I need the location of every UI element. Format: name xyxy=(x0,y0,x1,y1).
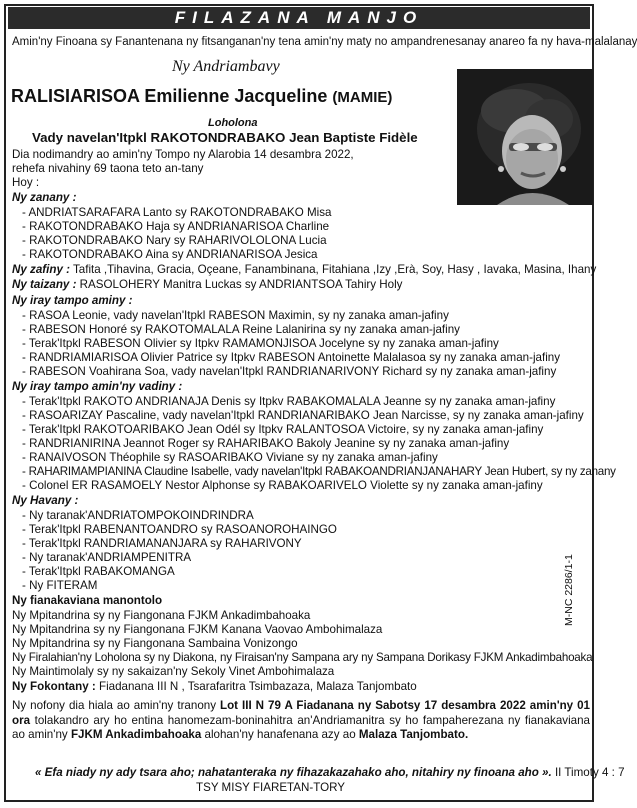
siblings-heading: Ny iray tampo aminy : xyxy=(12,294,133,307)
list-item: - Terak'Itpkl RABENANTOANDRO sy RASOANOROHAINGO xyxy=(22,523,337,536)
verse-reference: II Timoty 4 : 7 xyxy=(551,766,625,779)
reference-code: M-NC 2286/1-1 xyxy=(563,554,575,626)
deceased-name xyxy=(11,85,392,109)
list-item: - RAKOTONDRABAKO Aina sy ANDRIANARISOA Jesica xyxy=(22,248,318,261)
list-item: - Terak'Itpkl RABESON Olivier sy Itpkv RAMAMONJISOA Jocelyne sy ny zanaka aman-jafiny xyxy=(22,337,499,350)
wake-paragraph xyxy=(12,699,590,743)
portrait-icon xyxy=(457,69,593,205)
list-item: - RASOARIZAY Pascaline, vady navelan'Itpkl RANDRIANARIBAKO Jean Narcisse, sy ny zanaka aman-jafiny xyxy=(22,409,584,422)
portrait-photo xyxy=(457,69,593,205)
list-item: Ny Maintimolaly sy ny sakaizan'ny Sekoly Vinet Ambohimalaza xyxy=(12,665,335,678)
list-item: - RAKOTONDRABAKO Haja sy ANDRIANARISOA Charline xyxy=(22,220,330,233)
deceased-nickname: (MAMIE) xyxy=(332,89,393,106)
spouse-siblings-heading: Ny iray tampo amin'ny vadiny : xyxy=(12,380,183,393)
list-item: - RANDRIANIRINA Jeannot Roger sy RAHARIBAKO Bakoly Jeanine sy ny zanaka aman-jafiny xyxy=(22,437,510,450)
list-item: Ny Mpitandrina sy ny Fiangonana FJKM Ankadimbahoaka xyxy=(12,609,311,622)
list-item: Ny Mpitandrina sy ny Fiangonana Sambaina Vonizongo xyxy=(12,637,298,650)
death-line: Dia nodimandry ao amin'ny Tompo ny Alarobia 14 desambra 2022, xyxy=(12,148,354,161)
wake-church: FJKM Ankadimbahoaka xyxy=(70,728,202,741)
signature-line: TSY MISY FIARETAN-TORY xyxy=(196,781,346,794)
list-item: - ANDRIATSARAFARA Lanto sy RAKOTONDRABAKO Misa xyxy=(22,206,332,219)
fokontany-row xyxy=(12,680,417,694)
verse-text: « Efa niady ny ady tsara aho; nahatanteraka ny fihazakazahako aho, nitahiry ny finoana aho ». xyxy=(35,766,552,779)
deceased-fullname: RALISIARISOA Emilienne Jacqueline xyxy=(11,86,328,106)
fokontany-list: Fiadanana III N , Tsarafaritra Tsimbazaza, Malaza Tanjombato xyxy=(98,680,417,693)
list-item: - Colonel ER RASAMOELY Nestor Alphonse sy RABAKOARIVELO Violette sy ny zanaka aman-jafiny xyxy=(22,479,543,492)
honorific: Ny Andriambavy xyxy=(172,58,280,75)
list-item: - RABESON Voahirana Soa, vady navelan'Itpkl RANDRIANARIVONY Richard sy ny zanaka aman-jafiny xyxy=(22,365,557,378)
spouse-line: Vady navelan'Itpkl RAKOTONDRABAKO Jean Baptiste Fidèle xyxy=(32,130,418,145)
list-item: - Terak'Itpkl RAKOTOARIBAKO Jean Odél sy Itpkv RALANTOSOA Victoire, sy ny zanaka aman-jafiny xyxy=(22,423,544,436)
inlaws-row xyxy=(12,278,402,292)
bible-verse xyxy=(35,766,625,780)
list-item: - Ny taranak'ANDRIATOMPOKOINDRINDRA xyxy=(22,509,254,522)
wake-burial: Malaza Tanjombato. xyxy=(358,728,469,741)
wake-text: alohan'ny hanafenana azy ao xyxy=(201,728,359,741)
list-item: - RABESON Honoré sy RAKOTOMALALA Reine Lalanirina sy ny zanaka aman-jafiny xyxy=(22,323,460,336)
late-label: Loholona xyxy=(208,117,258,129)
grandchildren-row xyxy=(12,263,596,277)
relatives-heading: Ny Havany : xyxy=(12,494,79,507)
death-line: rehefa nivahiny 69 taona teto an-tany xyxy=(12,162,204,175)
grandchildren-list: Tafita ,Tihavina, Gracia, Oçeane, Fanambinana, Fitahiana ,Izy ,Erà, Soy, Hasy , Iavaka, Masina, Ihany xyxy=(73,263,597,276)
family-heading: Ny fianakaviana manontolo xyxy=(12,594,163,607)
wake-address: Lot III N 79 A Fiadanana ny Sabotsy 17 desambra 2022 amin'ny 01 ora xyxy=(12,699,590,727)
children-heading: Ny zanany : xyxy=(12,191,77,204)
death-line: Hoy : xyxy=(12,176,40,189)
list-item: Ny Mpitandrina sy ny Fiangonana FJKM Kanana Vaovao Ambohimalaza xyxy=(12,623,383,636)
wake-text: Ny nofony dia hiala ao amin'ny tranony xyxy=(12,699,221,712)
intro-text: Amin'ny Finoana sy Fanantenana ny fitsanganan'ny tena amin'ny maty no ampandrenesanay anareo fa ny hava-malalanay xyxy=(12,36,637,48)
grandchildren-heading: Ny zafiny : xyxy=(12,263,70,276)
list-item: Ny Firalahian'ny Loholona sy ny Diakona, ny Firaisan'ny Sampana ary ny Sampana Dorikasy FJKM Ankadimbahoaka xyxy=(12,651,593,664)
inlaws-heading: Ny taizany : xyxy=(12,278,77,291)
fokontany-heading: Ny Fokontany : xyxy=(12,680,96,693)
list-item: - RASOA Leonie, vady navelan'Itpkl RABESON Maximin, sy ny zanaka aman-jafiny xyxy=(22,309,449,322)
list-item: - RAKOTONDRABAKO Nary sy RAHARIVOLOLONA Lucia xyxy=(22,234,327,247)
list-item: - Ny FITERAM xyxy=(22,579,98,592)
inlaws-list: RASOLOHERY Manitra Luckas sy ANDRIANTSOA Tahiry Holy xyxy=(79,278,403,291)
wake-text: tolakandro ary ho entina hanomezam-boninahitra an'Andriamanitra sy ho fampaherezana ny fianakaviana ao amin'ny xyxy=(12,713,590,741)
list-item: - RAHARIMAMPIANINA Claudine Isabelle, vady navelan'Itpkl RABAKOANDRIANJANAHARY Jean Hubert, sy ny zanany xyxy=(22,465,616,478)
list-item: - RANAIVOSON Théophile sy RASOARIBAKO Viviane sy ny zanaka aman-jafiny xyxy=(22,451,438,464)
list-item: - Terak'Itpkl RAKOTO ANDRIANAJA Denis sy Itpkv RABAKOMALALA Jeanne sy ny zanaka aman-jafiny xyxy=(22,395,556,408)
list-item: - Terak'Itpkl RANDRIAMANANJARA sy RAHARIVONY xyxy=(22,537,302,550)
notice-banner: FILAZANA MANJO xyxy=(8,7,590,29)
list-item: - RANDRIAMIARISOA Olivier Patrice sy Itpkv RABESON Antoinette Malalasoa sy ny zanaka aman-jafiny xyxy=(22,351,561,364)
list-item: - Ny taranak'ANDRIAMPENITRA xyxy=(22,551,192,564)
list-item: - Terak'Itpkl RABAKOMANGA xyxy=(22,565,175,578)
